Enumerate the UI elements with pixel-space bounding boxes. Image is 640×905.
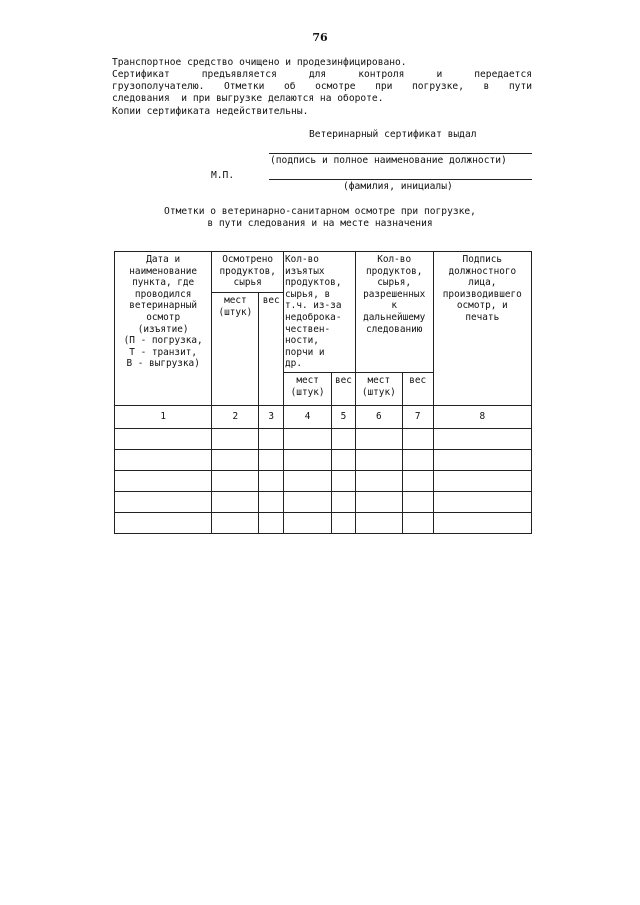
table-cell (355, 491, 402, 512)
header-date-line: наименование (129, 265, 198, 277)
header-removed-line: Кол-во (285, 254, 319, 265)
header-allowed-line: Кол-во (377, 254, 412, 265)
certificate-issued-label: Ветеринарный сертификат выдал (309, 129, 477, 140)
table-row (115, 512, 532, 533)
header-signature (433, 252, 531, 406)
header-removed-line: др. (285, 358, 302, 370)
table-cell (355, 449, 402, 470)
table-cell (402, 428, 433, 449)
intro-line-4: следования и при выгрузке делаются на обороте. (112, 93, 384, 104)
header-date-place (115, 252, 212, 406)
column-number: 2 (212, 405, 259, 428)
header-inspected (212, 252, 284, 293)
table-cell (284, 491, 332, 512)
table-cell (433, 449, 531, 470)
column-number: 5 (332, 405, 356, 428)
table-cell (284, 449, 332, 470)
table-cell (284, 512, 332, 533)
header-signature-line: производившего (442, 288, 522, 300)
table-row (115, 491, 532, 512)
table-cell (115, 491, 212, 512)
header-allowed-line: разрешенных (363, 288, 426, 300)
table-cell (115, 512, 212, 533)
header-removed-line: ности, (285, 335, 319, 347)
header-removed-weight: вес (332, 372, 356, 405)
page-number: 76 (312, 31, 328, 44)
header-signature-line: осмотр, и (456, 300, 508, 312)
table-row (115, 449, 532, 470)
name-line (269, 179, 532, 180)
table-cell (433, 491, 531, 512)
signature-line (269, 153, 532, 154)
header-inspected-line: Осмотрено (222, 254, 274, 265)
header-removed-line: порчи и (285, 346, 325, 358)
header-removed-line: продуктов, (285, 277, 342, 289)
header-removed-line: сырья, в (285, 288, 331, 300)
column-number: 8 (433, 405, 531, 428)
table-cell (355, 470, 402, 491)
table-cell (402, 449, 433, 470)
header-inspected-line: продуктов, (219, 265, 276, 277)
table-cell (212, 491, 259, 512)
column-numbers-row (115, 405, 532, 428)
table-row (115, 428, 532, 449)
table-cell (115, 428, 212, 449)
header-removed-line: недоброка- (285, 311, 342, 323)
header-removed-line: т.ч. из-за (285, 300, 342, 312)
table-cell (332, 428, 356, 449)
header-allowed-places (355, 372, 402, 405)
header-date-line: В - выгрузка) (126, 358, 200, 370)
inspection-table (114, 251, 532, 534)
header-removed-line: изъятых (285, 265, 325, 277)
header-allowed-line: дальнейшему (363, 311, 426, 323)
intro-line-2: Сертификат предъявляется для контроля и передается (112, 69, 532, 80)
header-date-line: Т - транзит, (129, 346, 198, 358)
header-date-line: (изъятие) (137, 323, 189, 335)
header-removed (284, 252, 356, 373)
header-signature-line: печать (465, 311, 500, 323)
column-number: 1 (115, 405, 212, 428)
table-cell (259, 449, 284, 470)
table-cell (212, 512, 259, 533)
table-cell (332, 512, 356, 533)
table-cell (259, 428, 284, 449)
header-allowed-line: сырья, (377, 277, 412, 289)
column-number: 4 (284, 405, 332, 428)
header-inspected-weight: вес (259, 293, 284, 406)
table-cell (284, 470, 332, 491)
header-date-line: пункта, где (132, 277, 195, 289)
places-line: мест (296, 374, 319, 386)
table-cell (355, 512, 402, 533)
section-title-line-1: Отметки о ветеринарно-санитарном осмотре при погрузке, (164, 206, 476, 217)
header-date-line: Дата и (146, 254, 181, 265)
places-line: (штук) (361, 386, 396, 398)
intro-line-1: Транспортное средство очищено и продезинфицировано. (112, 57, 407, 68)
places-line: мест (367, 374, 391, 386)
table-cell (402, 470, 433, 491)
header-allowed-line: продуктов, (365, 265, 423, 277)
table-cell (332, 491, 356, 512)
header-allowed-weight: вес (402, 372, 433, 405)
places-line: (штук) (218, 306, 253, 318)
table-cell (433, 470, 531, 491)
column-number: 7 (402, 405, 433, 428)
table-cell (284, 428, 332, 449)
table-cell (259, 470, 284, 491)
table-cell (212, 428, 259, 449)
table-cell (115, 470, 212, 491)
table-cell (402, 512, 433, 533)
header-inspected-line: сырья (233, 277, 262, 289)
table-cell (332, 449, 356, 470)
table-cell (355, 428, 402, 449)
table-cell (402, 491, 433, 512)
places-line: (штук) (290, 386, 325, 398)
intro-line-3: грузополучателю. Отметки об осмотре при погрузке, в пути (112, 81, 532, 92)
places-line: мест (224, 295, 247, 306)
header-date-line: (П - погрузка, (123, 335, 203, 347)
header-removed-places (284, 372, 332, 405)
table-cell (433, 428, 531, 449)
position-caption: (подпись и полное наименование должности) (270, 155, 507, 166)
header-date-line: проводился (134, 288, 192, 300)
table-cell (332, 470, 356, 491)
stamp-label: М.П. (211, 170, 235, 181)
table-cell (115, 449, 212, 470)
header-allowed (355, 252, 433, 373)
name-caption: (фамилия, инициалы) (343, 181, 453, 192)
header-signature-line: лица, (468, 277, 497, 289)
header-date-line: осмотр (146, 311, 181, 323)
column-number: 6 (355, 405, 402, 428)
header-removed-line: чествен- (285, 323, 331, 335)
header-signature-line: Подпись (462, 254, 503, 265)
header-allowed-line: следованию (365, 323, 423, 335)
table-cell (212, 470, 259, 491)
header-date-line: ветеринарный (129, 300, 198, 312)
table-cell (212, 449, 259, 470)
intro-line-5: Копии сертификата недействительны. (112, 106, 309, 117)
header-inspected-places (212, 293, 259, 406)
table-row (115, 470, 532, 491)
table-cell (433, 512, 531, 533)
section-title-line-2: в пути следования и на месте назначения (207, 218, 433, 229)
table-cell (259, 491, 284, 512)
table-cell (259, 512, 284, 533)
column-number: 3 (259, 405, 284, 428)
header-signature-line: должностного (448, 265, 517, 277)
header-allowed-line: к (391, 300, 397, 312)
